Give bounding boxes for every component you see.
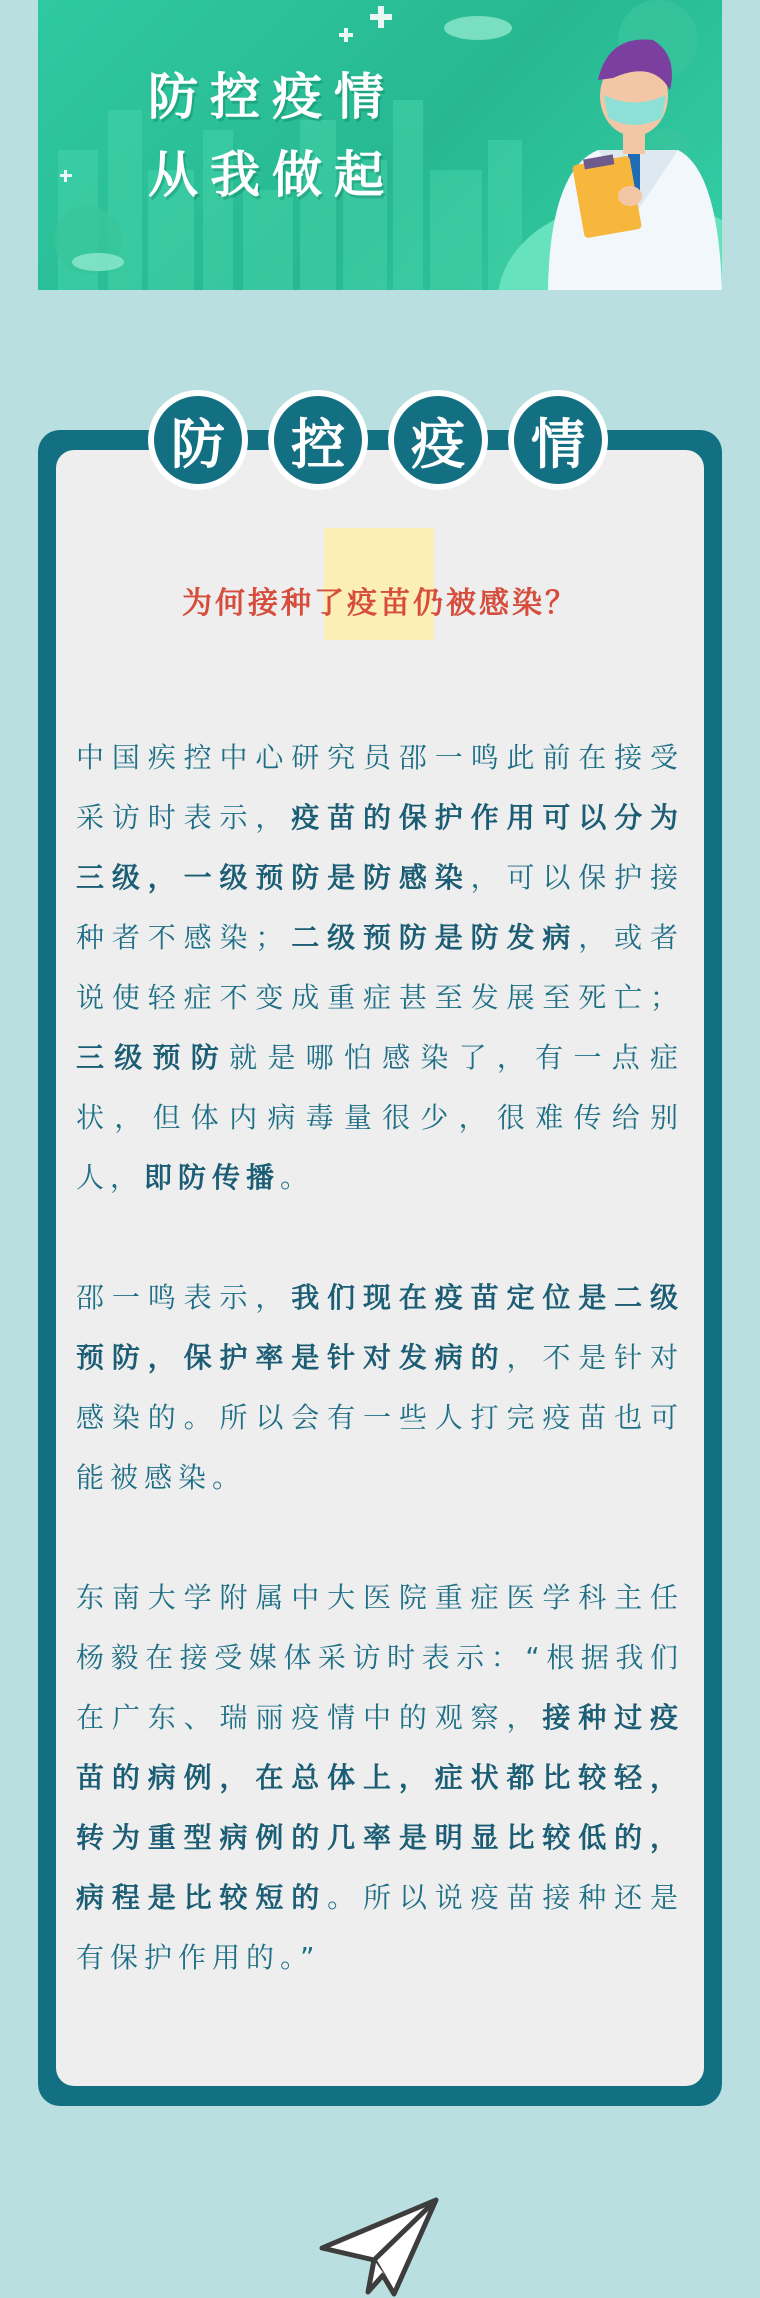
paragraph-run: 中国疾控中心研究员邵一鸣此前在接受采访时表示， [76,741,684,834]
paragraph-2 [76,1268,684,1508]
paragraph-run: 就是哪怕感染了，有一点症状，但体内病毒量很少，很难传给别人， [76,1041,684,1194]
paragraph-run: 邵一鸣表示， [76,1281,292,1314]
paragraph-bold-run: 我们现在疫苗定位是二级预防，保护率是针对发病的 [76,1281,684,1374]
paragraph-bold-run: 即防传播 [144,1161,281,1194]
tag-circle-1: 防 [148,390,248,490]
subtitle-wrap [56,578,704,622]
banner-title-line2: 从我做起 [148,146,396,204]
paragraph-3 [76,1568,684,1988]
paragraph-1 [76,728,684,1208]
tag-circle-3: 疫 [388,390,488,490]
paper-plane-icon [318,2196,442,2298]
paragraph-run: 。所以说疫苗接种还是有保护作用的。” [76,1881,684,1974]
paragraph-run: 。 [280,1161,315,1194]
paragraph-run: 东南大学附属中大医院重症医学科主任杨毅在接受媒体采访时表示：“根据我们在广东、瑞丽疫情中的观察， [76,1581,684,1734]
banner-title [148,58,488,214]
subtitle: 为何接种了疫苗仍被感染？ [182,586,578,621]
paragraph-bold-run: 三级预防 [76,1041,230,1074]
tag-circle-2: 控 [268,390,368,490]
paragraph-run: ，不是针对感染的。所以会有一些人打完疫苗也可能被感染。 [76,1341,684,1494]
tag-circle-4: 情 [508,390,608,490]
paragraph-run: ，可以保护接种者不感染； [76,861,684,954]
banner-title-line1: 防控疫情 [148,68,396,126]
paragraph-bold-run: 接种过疫苗的病例，在总体上，症状都比较轻，转为重型病例的几率是明显比较低的，病程是比较短的 [76,1701,684,1914]
doctor-illustration [548,40,722,291]
paragraph-run: ，或者说使轻症不变成重症甚至发展至死亡； [76,921,684,1014]
paragraph-bold-run: 二级预防是防发病 [289,921,579,954]
banner [38,0,722,290]
paragraph-bold-run: 疫苗的保护作用可以分为三级，一级预防是防感染 [76,801,684,894]
